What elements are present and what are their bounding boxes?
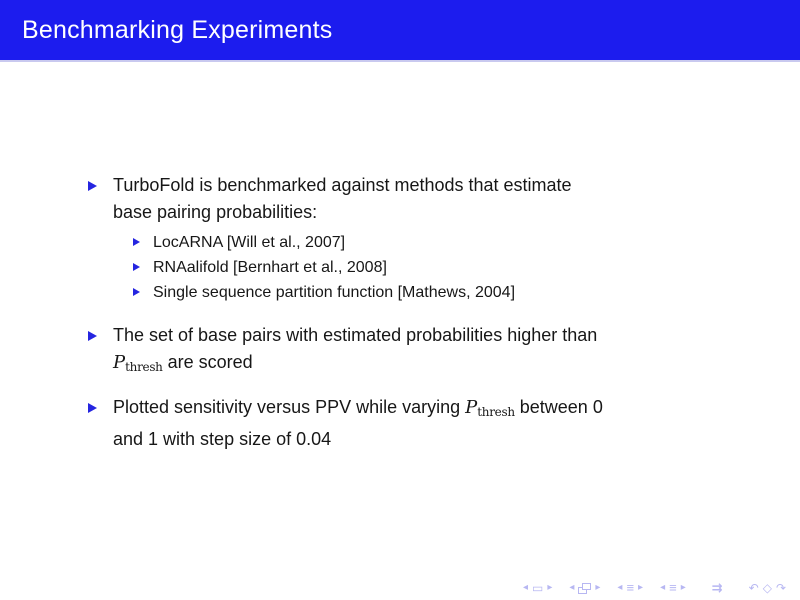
bullet-3-line-2: and 1 with step size of 0.04 [113, 429, 332, 449]
bullet-2-line-2 [113, 349, 597, 381]
appendix-nav [710, 582, 725, 594]
sub-bullet-2-text: RNAalifold [Bernhart et al., 2008] [153, 259, 387, 276]
prev-slide-icon[interactable]: ◂ [522, 582, 528, 593]
sub-bullet-item [133, 230, 572, 255]
prev-section-icon[interactable]: ◂ [660, 582, 666, 593]
math-variable: P [113, 352, 126, 373]
frame-icon[interactable] [578, 583, 591, 594]
navigation-bar [508, 582, 788, 594]
bullet-triangle-icon [88, 403, 97, 413]
bullet-2-text [113, 322, 597, 381]
sub-bullet-item [133, 280, 572, 305]
slide-body [88, 172, 778, 466]
math-subscript: thresh [125, 360, 163, 374]
subsection-icon[interactable]: ≡ [626, 580, 635, 595]
back-icon[interactable]: ↶ [748, 581, 759, 595]
section-icon[interactable]: ≡ [669, 580, 677, 595]
section-nav [658, 582, 688, 594]
bullet-2-line-1: The set of base pairs with estimated probabilities higher than [113, 325, 598, 345]
slide-title: Benchmarking Experiments [22, 15, 333, 44]
bullet-3-line-1 [113, 394, 603, 426]
bullet-item-1 [88, 172, 778, 309]
history-nav [747, 582, 788, 594]
prev-frame-icon[interactable]: ◂ [569, 582, 575, 593]
forward-icon[interactable]: ↷ [775, 581, 786, 595]
bullet-1-text [113, 172, 572, 309]
sub-bullet-triangle-icon [133, 238, 140, 246]
slide-header-bar [0, 0, 800, 62]
sub-bullet-3-text: Single sequence partition function [Mathews, 2004] [153, 284, 516, 301]
bullet-1-line-1: TurboFold is benchmarked against methods that estimate [113, 175, 572, 195]
sub-bullet-1-text: LocARNA [Will et al., 2007] [153, 234, 346, 251]
bullet-1-sublist [133, 230, 572, 305]
math-variable: P [465, 397, 478, 418]
slide-icon[interactable]: ▭ [531, 581, 544, 595]
find-icon[interactable]: ◇ [762, 581, 772, 595]
sub-bullet-item [133, 255, 572, 280]
bullet-triangle-icon [88, 181, 97, 191]
next-subsection-icon[interactable]: ▸ [638, 582, 644, 593]
sub-bullet-triangle-icon [133, 288, 140, 296]
bullet-item-2 [88, 322, 778, 381]
bullet-2-line-2-rest: are scored [162, 352, 253, 372]
bullet-item-3 [88, 394, 778, 453]
bullet-3-text [113, 394, 603, 453]
subsection-nav [615, 582, 645, 594]
frame-nav [567, 582, 602, 594]
sub-bullet-triangle-icon [133, 263, 140, 271]
appendix-icon[interactable]: ⇉ [711, 580, 723, 595]
next-slide-icon[interactable]: ▸ [547, 582, 553, 593]
slide-nav [521, 582, 554, 594]
next-section-icon[interactable]: ▸ [680, 582, 686, 593]
prev-subsection-icon[interactable]: ◂ [617, 582, 623, 593]
bullet-triangle-icon [88, 331, 97, 341]
bullet-1-line-2: base pairing probabilities: [113, 202, 318, 222]
bullet-3-line-1-post: between 0 [514, 397, 603, 417]
math-subscript: thresh [477, 405, 515, 419]
next-frame-icon[interactable]: ▸ [595, 582, 601, 593]
bullet-3-line-1-pre: Plotted sensitivity versus PPV while varying [113, 397, 466, 417]
